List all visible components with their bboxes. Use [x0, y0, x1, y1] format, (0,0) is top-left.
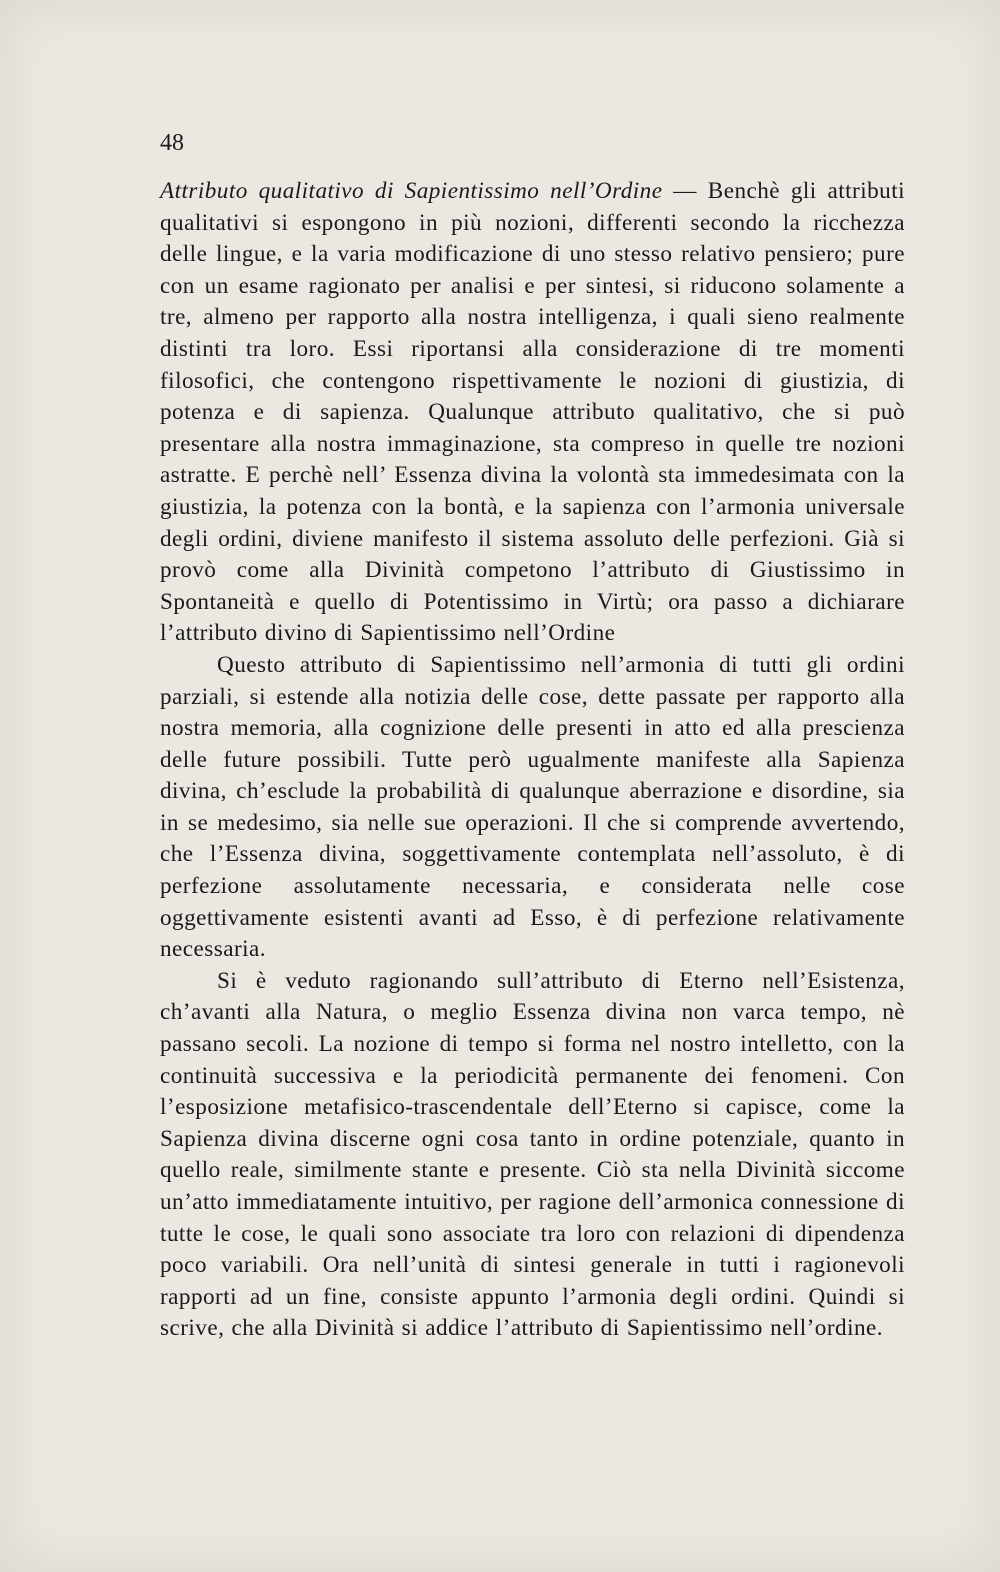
paragraph-3: Si è veduto ragionando sull’attributo di Eterno nell’Esistenza, ch’avanti alla Natura, o meglio Essenza divina non varca tempo, nè passano secoli. La nozione di tempo si forma nel nostro intelletto, con la continuità successiva e la periodicità permanente dei fenomeni. Con l’esposizione metafisico-trascendentale dell’Eterno si capisce, come la Sapienza divina discerne ogni cosa tanto in ordine potenziale, quanto in quello reale, similmente stante e presente. Ciò sta nella Divinità siccome un’atto immediatamente intuitivo, per ragione dell’armonica connessione di tutte le cose, le quali sono associate tra loro con relazioni di dipendenza poco variabili. Ora nell’unità di sintesi generale in tutti i ragionevoli rapporti ad un fine, consiste appunto l’armonia degli ordini. Quindi si scrive, che alla Divinità si addice l’attributo di Sapientissimo nell’ordine. — [160, 967, 905, 1342]
page-number: 48 — [160, 130, 184, 156]
paragraph-1-text: — Benchè gli attributi qualitativi si espongono in più nozioni, differenti secondo la ricchezza delle lingue, e la varia modificazione di uno stesso relativo pensiero; pure con un esame ragionato per analisi e per sintesi, si riducono solamente a tre, almeno per rapporto alla nostra intelligenza, i quali sieno realmente distinti tra loro. Essi riportansi alla considerazione di tre momenti filosofici, che contengono rispettivamente le nozioni di giustizia, di potenza e di sapienza. Qualunque attributo qualitativo, che si può presentare alla nostra immaginazione, sta compreso in quelle tre nozioni astratte. E perchè nell’ Essenza divina la volontà sta immedesimata con la giustizia, la potenza con la bontà, e la sapienza con l’armonia universale degli ordini, diviene manifesto il sistema assoluto delle perfezioni. Già si provò come alla Divinità competono l’attributo di Giustissimo in Spontaneità e quello di Potentissimo in Virtù; ora passo a dichiarare l’attributo divino di Sapientissimo nell’Ordine — [160, 178, 905, 647]
paragraph-1 — [160, 176, 905, 650]
paragraph-2: Questo attributo di Sapientissimo nell’armonia di tutti gli ordini parziali, si estende alla notizia delle cose, dette passate per rapporto alla nostra memoria, alla cognizione delle presenti in atto ed alla prescienza delle future possibili. Tutte però ugualmente manifeste alla Sapienza divina, ch’esclude la probabilità di qualunque aberrazione e disordine, sia in se medesimo, sia nelle sue operazioni. Il che si comprende avvertendo, che l’Essenza divina, soggettivamente contemplata nell’assoluto, è di perfezione assolutamente necessaria, e considerata nelle cose oggettivamente esistenti avanti ad Esso, è di perfezione relativamente necessaria. — [160, 651, 905, 963]
body-text — [160, 176, 905, 1345]
section-title: Attributo qualitativo di Sapientissimo nell’Ordine — [160, 178, 663, 204]
